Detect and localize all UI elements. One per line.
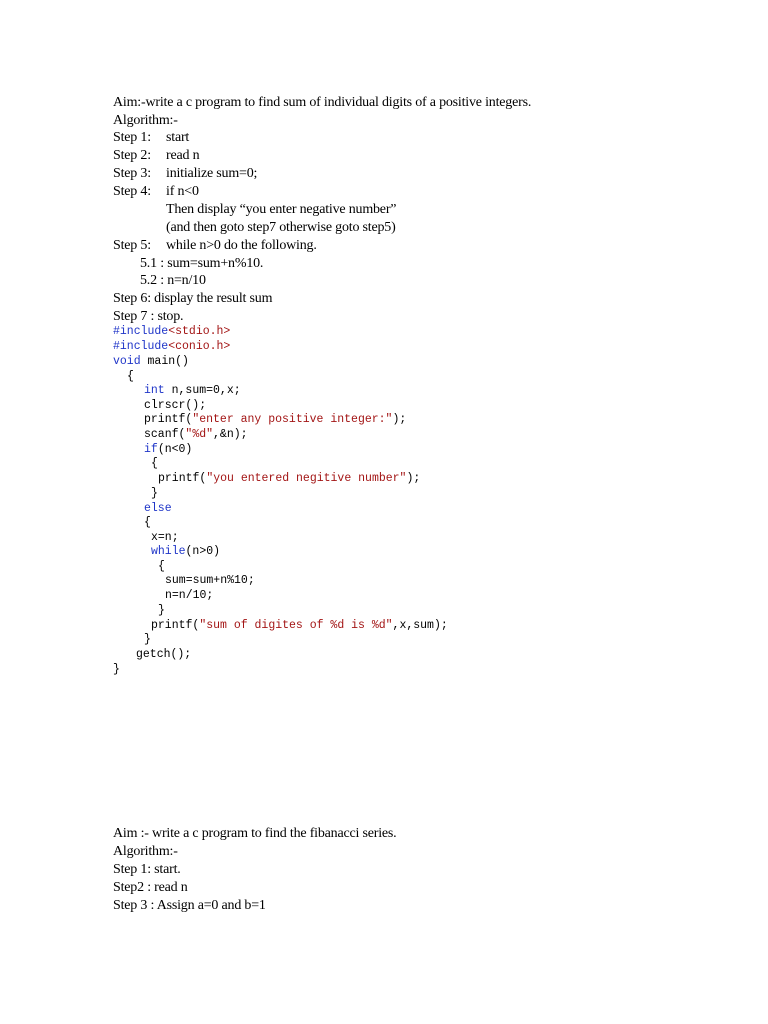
step-2 — [113, 147, 199, 165]
code-line-divide: n=n/10; — [165, 589, 214, 602]
code-line-include-stdio — [113, 324, 230, 339]
step-7: Step 7 : stop. — [113, 309, 184, 324]
step-text: start — [166, 130, 190, 145]
step-label: Step 3: — [113, 166, 151, 181]
code-line-include-conio — [113, 339, 230, 354]
code-text: printf( — [144, 413, 193, 426]
step-label: Step 2: — [113, 148, 151, 163]
code-line-getch: getch(); — [136, 648, 192, 661]
code-line-printf-result — [151, 618, 448, 633]
control-keyword: while — [151, 545, 186, 558]
code-line-while — [151, 544, 220, 559]
step-5-1: 5.1 : sum=sum+n%10. — [140, 256, 264, 271]
code-line-while-open: { — [158, 560, 165, 573]
code-line-else-close: } — [144, 633, 151, 646]
algorithm-title: Algorithm:- — [113, 113, 178, 128]
type-keyword: void — [113, 355, 141, 368]
code-line-if-close: } — [151, 487, 158, 500]
fib-step-1: Step 1: start. — [113, 862, 181, 877]
step-text: read n — [166, 148, 200, 163]
code-text: (n<0) — [157, 443, 193, 456]
code-line-declaration — [144, 383, 241, 398]
type-keyword: int — [144, 384, 165, 397]
code-line-clrscr: clrscr(); — [144, 399, 207, 412]
string-literal: "%d" — [185, 428, 214, 441]
code-line-else-open: { — [144, 516, 151, 529]
code-line-if — [144, 442, 192, 457]
aim-line: Aim:-write a c program to find sum of individual digits of a positive integers. — [113, 95, 532, 110]
step-5-2: 5.2 : n=n/10 — [140, 273, 206, 288]
code-text: printf( — [158, 472, 207, 485]
fib-step-2: Step2 : read n — [113, 880, 188, 895]
step-6: Step 6: display the result sum — [113, 291, 273, 306]
string-literal: "enter any positive integer:" — [192, 413, 393, 426]
string-literal: "sum of digites of %d is %d" — [199, 619, 393, 632]
code-line-while-close: } — [158, 604, 165, 617]
code-line-printf-negative — [158, 471, 420, 486]
step-text: while n>0 do the following. — [166, 238, 317, 253]
code-text: ); — [406, 472, 421, 485]
header-name: <conio.h> — [168, 340, 231, 353]
preprocessor-keyword: #include — [113, 340, 169, 353]
code-line-scanf — [144, 427, 248, 442]
code-text: main() — [140, 355, 189, 368]
step-4 — [113, 183, 199, 201]
step-4-then: Then display “you enter negative number” — [166, 202, 397, 217]
code-text: ,&n); — [213, 428, 248, 441]
step-text: if n<0 — [166, 184, 199, 199]
step-text: initialize sum=0; — [166, 166, 258, 181]
preprocessor-keyword: #include — [113, 325, 169, 338]
step-label: Step 5: — [113, 238, 151, 253]
code-text: ,x,sum); — [392, 619, 448, 632]
control-keyword: if — [144, 443, 158, 456]
fib-step-3: Step 3 : Assign a=0 and b=1 — [113, 898, 266, 913]
aim-line-fibonacci: Aim :- write a c program to find the fibanacci series. — [113, 826, 397, 841]
code-text: n,sum=0,x; — [164, 384, 241, 397]
step-4-goto: (and then goto step7 otherwise goto step5) — [166, 220, 396, 235]
step-label: Step 1: — [113, 130, 151, 145]
code-line-close-brace: } — [113, 663, 120, 676]
code-text: (n>0) — [185, 545, 221, 558]
header-name: <stdio.h> — [168, 325, 231, 338]
step-3 — [113, 165, 257, 183]
step-5 — [113, 237, 317, 255]
code-line-assign-x: x=n; — [151, 531, 179, 544]
code-text: scanf( — [144, 428, 186, 441]
string-literal: "you entered negitive number" — [206, 472, 407, 485]
code-text: printf( — [151, 619, 200, 632]
code-line-sum: sum=sum+n%10; — [165, 574, 255, 587]
control-keyword: else — [144, 502, 172, 515]
code-line-if-open: { — [151, 457, 158, 470]
algorithm-title-fibonacci: Algorithm:- — [113, 844, 178, 859]
code-text: ); — [392, 413, 407, 426]
step-label: Step 4: — [113, 184, 151, 199]
code-line-main — [113, 354, 189, 369]
step-1 — [113, 129, 189, 147]
code-line-else — [144, 501, 172, 516]
code-line-printf-prompt — [144, 412, 406, 427]
code-line-open-brace: { — [127, 370, 134, 383]
